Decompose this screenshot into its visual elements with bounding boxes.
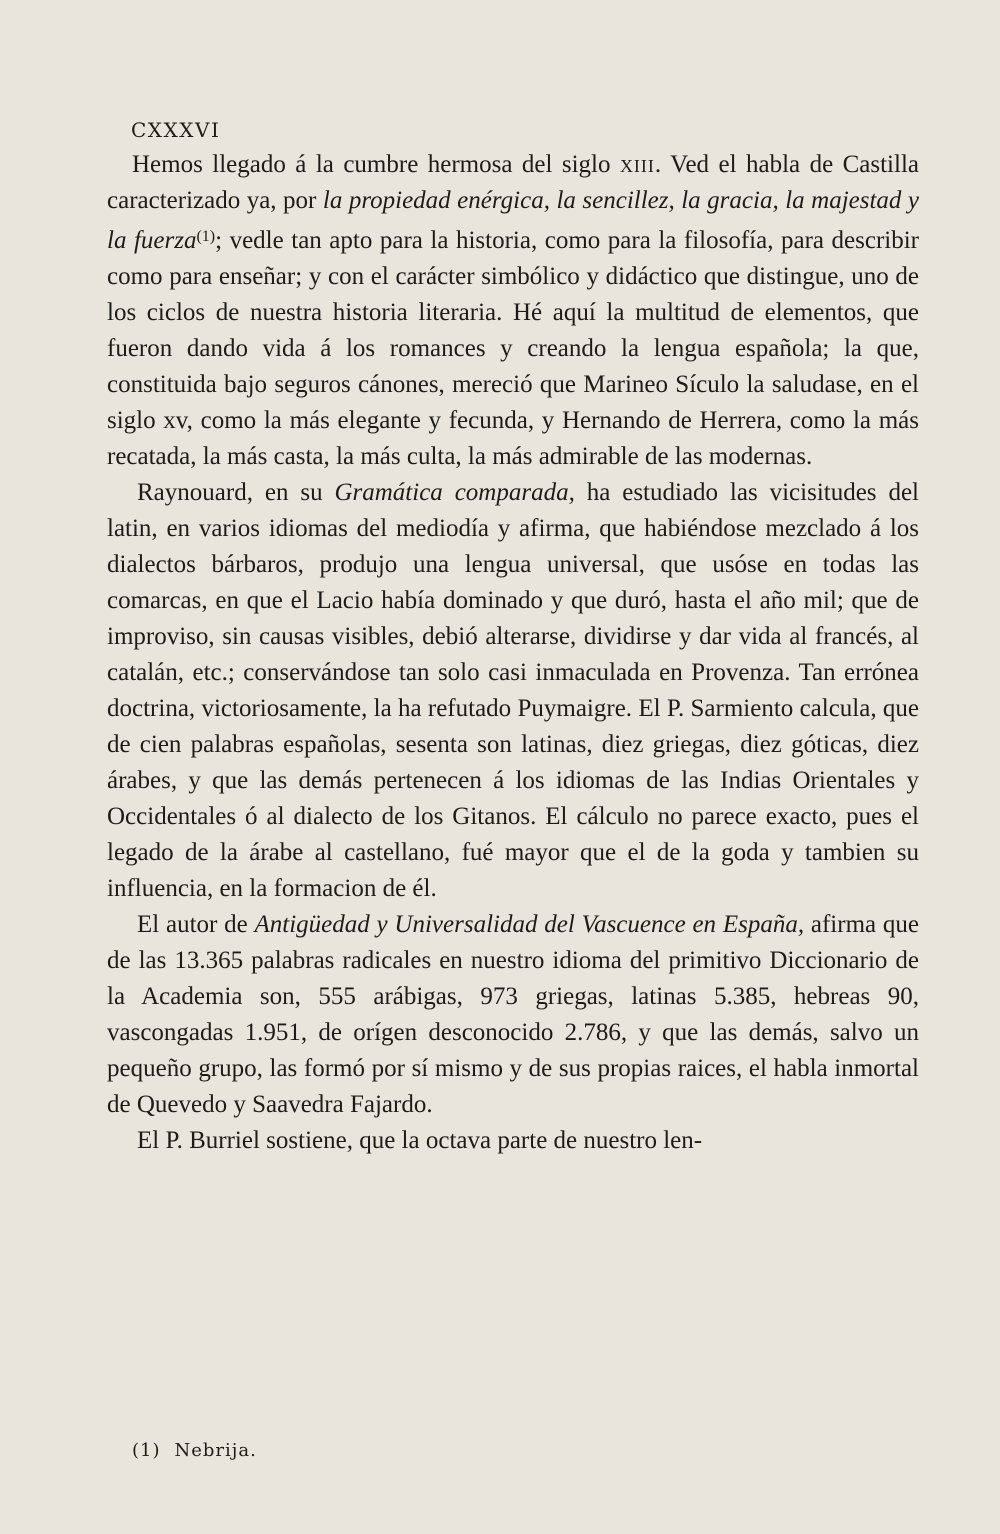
- italic-quote: la propiedad enérgica, la sencillez, la gracia, la majestad y la fuerza: [107, 187, 920, 254]
- page-number: CXXXVI: [131, 118, 221, 142]
- footnote-number: (1): [132, 1440, 161, 1461]
- paragraph-3: El autor de Antigüedad y Universalidad del Vascuence en España, afirma que de las 13.365 palabras radicales en nuestro idioma del primitivo Diccionario de la Academia son, 555 arábigas, 973 griegas, latinas 5.385, hebreas 90, vascongadas 1.951, de orígen desconocido 2.786, y que las demás, salvo un pequeño grupo, las formó por sí mismo y de sus propias raices, el habla inmortal de Quevedo y Saavedra Fajardo.: [107, 911, 919, 1118]
- paragraph-1: Hemos llegado á la cumbre hermosa del siglo xiii. Ved el habla de Castilla caracterizado ya, por la propiedad enérgica, la sencillez, la gracia, la majestad y la fuerza$^{(1)}$; vedle tan apto para la historia, como para la filosofía, para describir como para enseñar; y con el carácter simbólico y didáctico que distingue, uno de los ciclos de nuestra historia literaria. Hé aquí la multitud de elementos, que fueron dando vida á los romances y creando la lengua española; la que, constituida bajo seguros cánones, mereció que Marineo Sículo la saludase, en el siglo xv, como la más elegante y fecunda, y Hernando de Herrera, como la más recatada, la más casta, la más culta, la más admirable de las modernas.: [107, 151, 920, 470]
- footnote-reference: (1): [196, 228, 216, 245]
- body-text: [107, 147, 919, 1159]
- italic-title: Gramática comparada,: [334, 479, 575, 506]
- footnote-text: Nebrija.: [174, 1440, 257, 1461]
- footnote: [132, 1440, 257, 1461]
- paragraph-4: El P. Burriel sostiene, que la octava parte de nuestro len-: [137, 1127, 703, 1154]
- century-numeral: xiii: [619, 151, 655, 178]
- italic-title: Antigüedad y Universalidad del Vascuence en España,: [254, 911, 805, 938]
- paragraph-2: Raynouard, en su Gramática comparada, ha estudiado las vicisitudes del latin, en varios idiomas del mediodía y afirma, que habiéndose mezclado á los dialectos bárbaros, produjo una lengua universal, que usóse en todas las comarcas, en que el Lacio había dominado y que duró, hasta el año mil; que de improviso, sin causas visibles, debió alterarse, dividirse y dar vida al francés, al catalán, etc.; conservándose tan solo casi inmaculada en Provenza. Tan errónea doctrina, victoriosamente, la ha refutado Puymaigre. El P. Sarmiento calcula, que de cien palabras españolas, sesenta son latinas, diez griegas, diez góticas, diez árabes, y que las demás pertenecen á los idiomas de las Indias Orientales y Occidentales ó al dialecto de los Gitanos. El cálculo no parece exacto, pues el legado de la árabe al castellano, fué mayor que el de la goda y tambien su influencia, en la formacion de él.: [107, 479, 919, 902]
